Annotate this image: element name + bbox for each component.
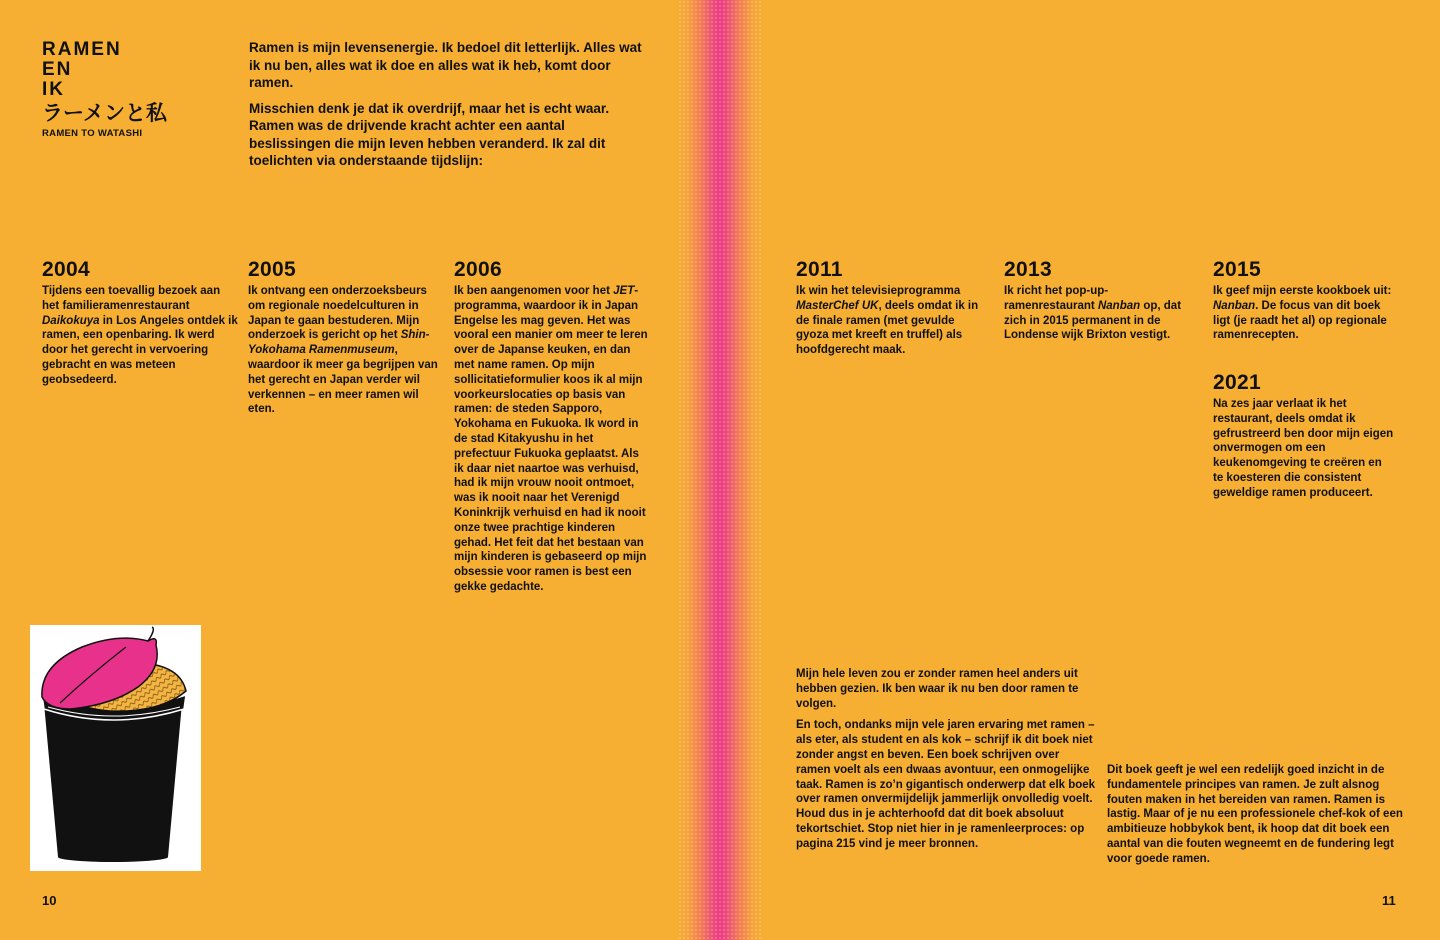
- timeline-entry-2015: [1213, 259, 1395, 343]
- closing-text-right: [1107, 763, 1403, 874]
- title-line-3: IK: [42, 79, 65, 100]
- timeline-entry-2006: [454, 259, 650, 595]
- ramen-cup-illustration: [30, 625, 201, 871]
- closing-paragraph-3: Dit boek geeft je wel een redelijk goed inzicht in de fundamentele principes van ramen. Je zult alsnog fouten maken in het bereiden van ramen. Ramen is lastig. Maar of je nu een professionele chef-kok of een ambitieuze hobbykok bent, ik hoop dat dit boek een aantal van die fouten wegneemt en de fundering legt voor goede ramen.: [1107, 764, 1403, 865]
- timeline-text: Ik richt het pop-up-ramenrestaurant Nanban op, dat zich in 2015 permanent in de Londense wijk Brixton vestigt.: [1004, 285, 1182, 342]
- closing-paragraph-2: En toch, ondanks mijn vele jaren ervaring met ramen – als eter, als student en als kok – schrijf ik dit boek niet zonder angst en beven. Een boek schrijven over ramen voelt als een dwaas avontuur, een onmogelijke taak. Ramen is zo’n gigantisch onderwerp dat elk boek over ramen onvermijdelijk jammerlijk onvolledig voelt. Houd dus in je achterhoofd dat dit boek absoluut tekortschiet. Stop niet hier in je ramenleerproces: op pagina 215 vind je meer bronnen.: [796, 719, 1096, 850]
- timeline-entry-2004: [42, 259, 238, 388]
- page-number-left: 10: [42, 893, 57, 908]
- timeline-year: 2011: [796, 258, 843, 281]
- title-line-1: RAMEN: [42, 39, 122, 60]
- timeline-text: Ik ontvang een onderzoeksbeurs om regionale noedelculturen in Japan te gaan bestuderen. Mijn onderzoek is gericht op het Shin-Yokohama Ramenmuseum, waardoor ik meer ga begrijpen van het gerecht en Japan verder wil verkennen – en meer ramen wil eten.: [248, 285, 438, 416]
- timeline-year: 2004: [42, 258, 90, 281]
- title-line-2: EN: [42, 59, 73, 80]
- closing-text-left: [796, 667, 1096, 859]
- instant-ramen-cup-icon: [30, 625, 201, 871]
- title-romaji: RAMEN TO WATASHI: [42, 128, 143, 139]
- timeline-text: Tijdens een toevallig bezoek aan het familieramenrestaurant Daikokuya in Los Angeles ontdek ik ramen, een openbaring. Ik werd door het gerecht in vervoering gebracht en was meteen geobsedeerd.: [42, 285, 238, 386]
- timeline-entry-2005: [248, 259, 444, 417]
- page-number-right: 11: [1382, 893, 1396, 908]
- intro-paragraph-1: Ramen is mijn levensenergie. Ik bedoel dit letterlijk. Alles wat ik nu ben, alles wat ik doe en alles wat ik heb, komt door ramen.: [249, 40, 642, 90]
- timeline-entry-2013: [1004, 259, 1184, 343]
- timeline-text: Ik ben aangenomen voor het JET-programma, waardoor ik in Japan Engelse les mag geven. Het was vooral een manier om meer te leren over de Japanse keuken, en dan met name ramen. Op mijn sollicitatieformulier koos ik al mijn voorkeurslocaties op basis van ramen: de steden Sapporo, Yokohama en Fukuoka. Ik word in de stad Kitakyushu in het prefectuur Fukuoka geplaatst. Als ik daar niet naartoe was verhuisd, had ik mijn vrouw nooit ontmoet, was ik nooit naar het Verenigd Koninkrijk verhuisd en had ik nooit onze twee prachtige kinderen gehad. Het feit dat het bestaan van mijn kinderen is gebaseerd op mijn obsessie voor ramen is best een gekke gedachte.: [454, 285, 648, 593]
- timeline-year: 2021: [1213, 371, 1261, 394]
- timeline-year: 2015: [1213, 258, 1261, 281]
- timeline-year: 2005: [248, 258, 296, 281]
- page-spine-gradient: [678, 0, 762, 940]
- timeline-year: 2013: [1004, 258, 1052, 281]
- intro-paragraph-2: Misschien denk je dat ik overdrijf, maar het is echt waar. Ramen was de drijvende kracht achter een aantal beslissingen die mijn leven hebben veranderd. Ik zal dit toelichten via onderstaande tijdslijn:: [249, 100, 610, 168]
- closing-paragraph-1: Mijn hele leven zou er zonder ramen heel anders uit hebben gezien. Ik ben waar ik nu ben door ramen te volgen.: [796, 668, 1079, 710]
- title-japanese: ラーメンと私: [42, 102, 167, 125]
- chapter-title: [42, 40, 167, 139]
- timeline-text: Ik win het televisieprogramma MasterChef UK, deels omdat ik in de finale ramen (met gevulde gyoza met kreeft en truffel) als hoofdgerecht maak.: [796, 285, 979, 357]
- timeline-entry-2021: [1213, 372, 1395, 501]
- timeline-text: Na zes jaar verlaat ik het restaurant, deels omdat ik gefrustreerd ben door mijn eigen onvermogen om een keukenomgeving te creëren en te koesteren die consistent geweldige ramen produceert.: [1213, 398, 1394, 499]
- timeline-year: 2006: [454, 258, 502, 281]
- timeline-text: Ik geef mijn eerste kookboek uit: Nanban. De focus van dit boek ligt (je raadt het al) op regionale ramenrecepten.: [1213, 285, 1392, 342]
- timeline-entry-2011: [796, 259, 986, 358]
- intro-text: [249, 39, 644, 178]
